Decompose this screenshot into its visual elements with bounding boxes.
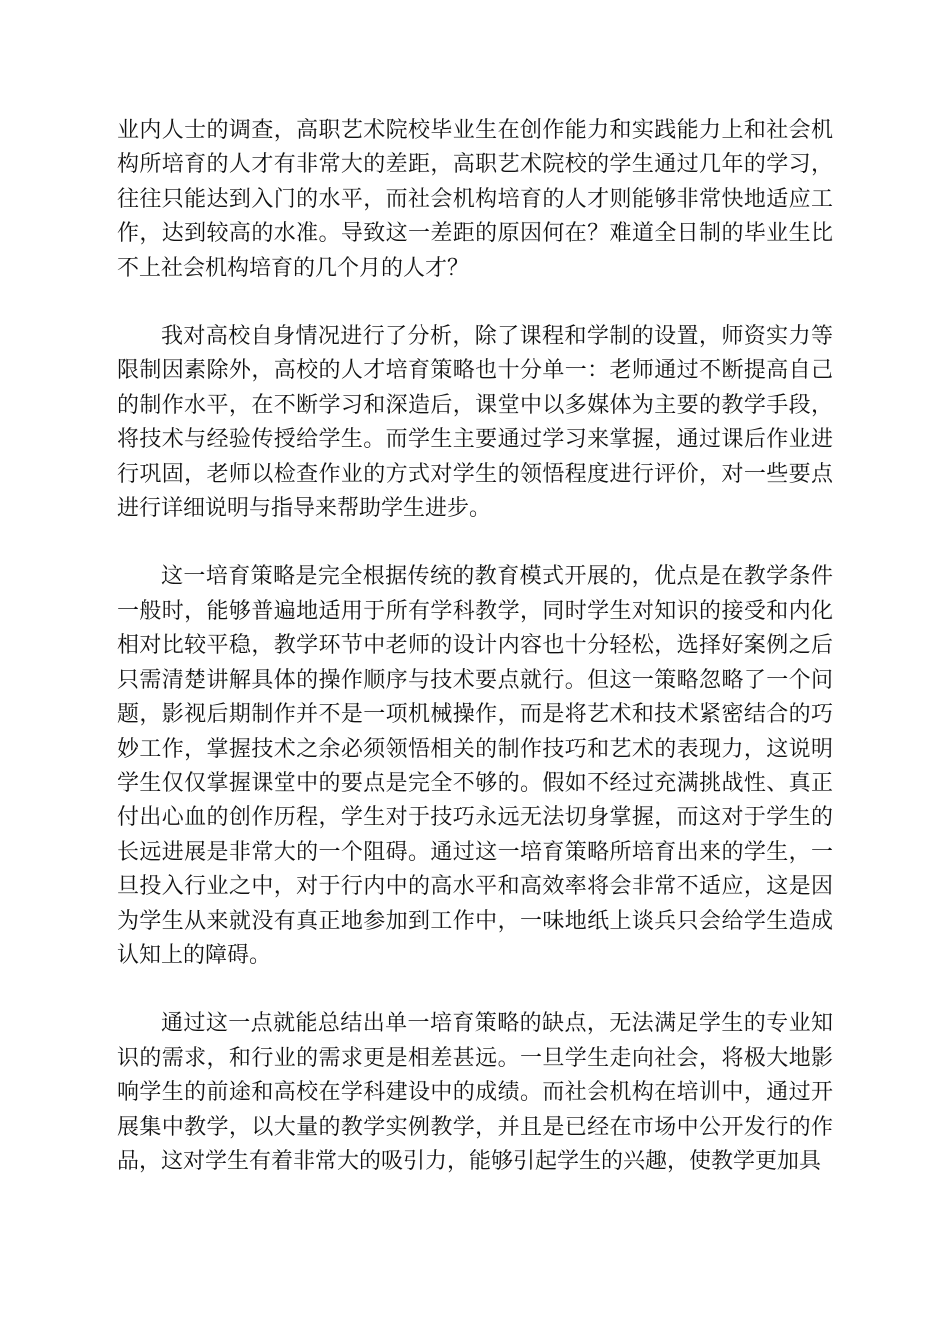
paragraph-3: 这一培育策略是完全根据传统的教育模式开展的，优点是在教学条件一般时，能够普遍地适用于所有学科教学，同时学生对知识的接受和内化相对比较平稳，教学环节中老师的设计内容也十分轻松，选择好案例之后只需清楚讲解具体的操作顺序与技术要点就行。但这一策略忽略了一个问题，影视后期制作并不是一项机械操作，而是将艺术和技术紧密结合的巧妙工作，掌握技术之余必须领悟相关的制作技巧和艺术的表现力，这说明学生仅仅掌握课堂中的要点是完全不够的。假如不经过充满挑战性、真正付出心血的创作历程，学生对于技巧永远无法切身掌握，而这对于学生的长远进展是非常大的一个阻碍。通过这一培育策略所培育出来的学生，一旦投入行业之中，对于行内中的高水平和高效率将会非常不适应，这是因为学生从来就没有真正地参加到工作中，一味地纸上谈兵只会给学生造成认知上的障碍。: [117, 564, 833, 968]
paragraph-4: 通过这一点就能总结出单一培育策略的缺点，无法满足学生的专业知识的需求，和行业的需求更是相差甚远。一旦学生走向社会，将极大地影响学生的前途和高校在学科建设中的成绩。而社会机构在培训中，通过开展集中教学，以大量的教学实例教学，并且是已经在市场中公开发行的作品，这对学生有着非常大的吸引力，能够引起学生的兴趣，使教学更加具: [117, 1011, 833, 1174]
body-text: [117, 114, 833, 1179]
paragraph-2: 我对高校自身情况进行了分析，除了课程和学制的设置，师资实力等限制因素除外，高校的人才培育策略也十分单一：老师通过不断提高自己的制作水平，在不断学习和深造后，课堂中以多媒体为主要的教学手段，将技术与经验传授给学生。而学生主要通过学习来掌握，通过课后作业进行巩固，老师以检查作业的方式对学生的领悟程度进行评价，对一些要点进行详细说明与指导来帮助学生进步。: [117, 324, 833, 522]
paragraph-1: 业内人士的调查，高职艺术院校毕业生在创作能力和实践能力上和社会机构所培育的人才有非常大的差距，高职艺术院校的学生通过几年的学习，往往只能达到入门的水平，而社会机构培育的人才则能够非常快地适应工作，达到较高的水准。导致这一差距的原因何在？难道全日制的毕业生比不上社会机构培育的几个月的人才？: [117, 118, 833, 281]
